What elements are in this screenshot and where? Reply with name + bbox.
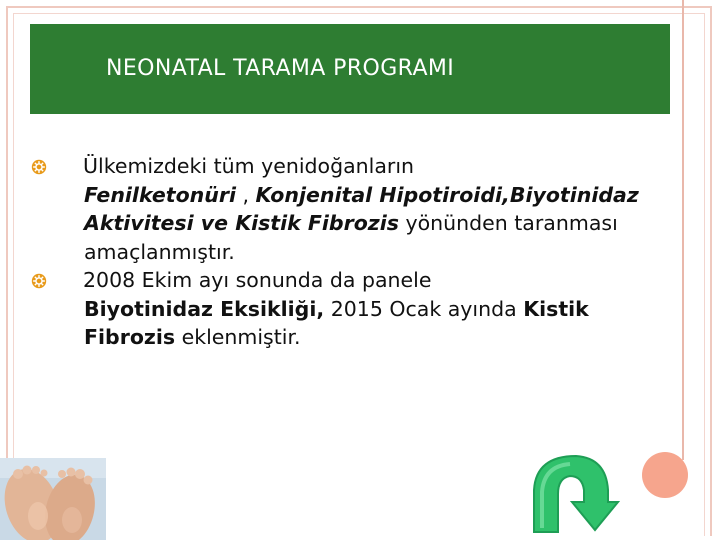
slide-title: NEONATAL TARAMA PROGRAMI — [106, 56, 455, 81]
decorative-circle — [642, 452, 688, 498]
bullet-item-2 — [30, 266, 670, 295]
bullet-item-1 — [30, 152, 670, 181]
bullet-item-2-continuation — [30, 295, 670, 352]
bullet2-text-2: 2015 Ocak ayında — [324, 296, 517, 321]
gear-bullet-icon — [30, 272, 48, 290]
bullet-item-1-continuation — [30, 181, 670, 267]
bullet1-text-tail: yönünden taranması amaçlanmıştır. — [84, 211, 618, 264]
bullet1-term-list: Konjenital Hipotiroidi,Biyotinidaz Aktivitesi ve Kistik Fibrozis — [84, 182, 639, 235]
bullet1-text-1: Ülkemizdeki tüm yenidoğanların — [83, 154, 415, 178]
gear-bullet-icon — [30, 158, 48, 176]
curved-arrow-down-icon — [524, 450, 620, 534]
baby-feet-image — [0, 458, 106, 540]
decorative-vertical-line — [682, 0, 684, 460]
bullet2-text-tail: eklenmiştir. — [175, 325, 301, 349]
bullet1-term-fenilketonuri: Fenilketonüri — [84, 182, 236, 207]
bullet2-term-biyotinidaz: Biyotinidaz Eksikliği, — [84, 296, 325, 321]
bullet2-term-kistik-fibrozis: Kistik Fibrozis — [84, 296, 589, 349]
bullet1-separator: , — [235, 182, 256, 207]
slide-body — [30, 152, 670, 352]
bullet2-text-1: 2008 Ekim ayı sonunda da panele — [83, 268, 432, 292]
